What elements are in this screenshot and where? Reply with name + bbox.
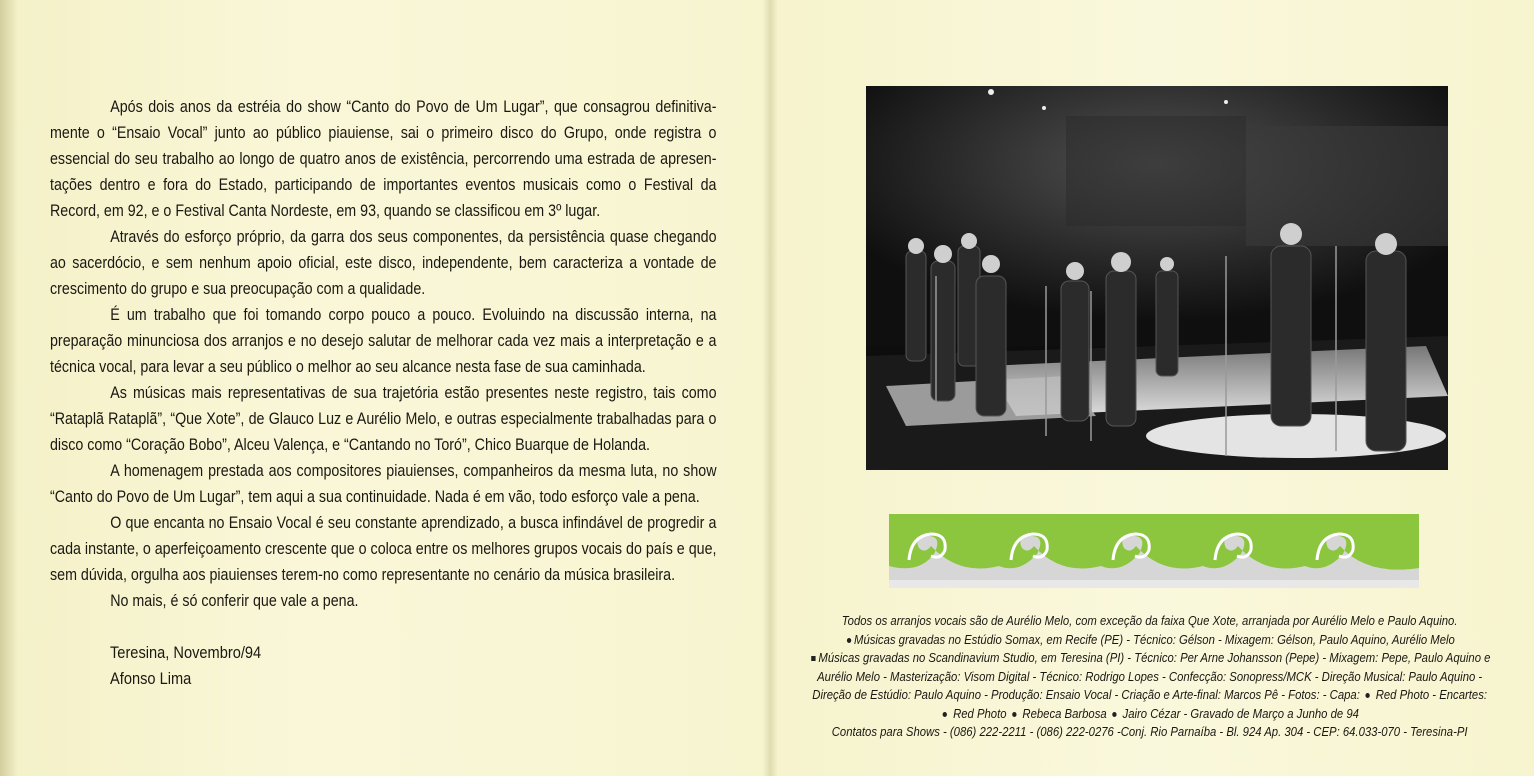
paragraph-7: No mais, é só conferir que vale a pena.: [110, 591, 359, 610]
center-fold: [762, 0, 778, 776]
place-date: Teresina, Novembro/94: [110, 643, 262, 662]
paragraph-5: A homenagem prestada aos compositores piauienses, companheiros da mesma luta, no show “Canto do Povo de Um Lugar”, tem aqui a sua continuidade. Nada é em vão, todo esforço vale a pena.: [50, 461, 717, 506]
bullet-icon: [1366, 693, 1370, 698]
signature-block: [110, 640, 261, 692]
production-credits: [806, 612, 1493, 742]
bullet-icon: [1112, 712, 1116, 717]
band-stage-photo: [866, 86, 1448, 470]
bullet-icon: [811, 656, 815, 661]
credits-arrangements: Todos os arranjos vocais são de Aurélio Melo, com exceção da faixa Que Xote, arranjada por Aurélio Melo e Paulo Aquino.: [841, 613, 1458, 628]
stage-photo-illustration: [866, 86, 1448, 470]
credits-recife-recording: Músicas gravadas no Estúdio Somax, em Recife (PE) - Técnico: Gélson - Mixagem: Gélson, Paulo Aquino, Aurélio Melo: [806, 631, 1493, 650]
bullet-icon: [943, 712, 947, 717]
paragraph-2: Através do esforço próprio, da garra dos seus componentes, da persistência quase chegando ao sacerdócio, e sem nenhum apoio oficial, este disco, independente, bem caracteriza a vontade de crescimento do grupo e sua preocupação com a qualidade.: [50, 227, 717, 298]
credits-contacts: Contatos para Shows - (086) 222-2211 - (086) 222-0276 -Conj. Rio Parnaíba - Bl. 924 Ap. 304 - CEP: 64.033-070 - Teresina-PI: [831, 724, 1468, 739]
author-name: Afonso Lima: [110, 669, 192, 688]
bullet-icon: [1012, 712, 1016, 717]
page-edge-shadow: [0, 0, 18, 776]
wave-ornament-band: [889, 514, 1419, 588]
paragraph-3: É um trabalho que foi tomando corpo pouco a pouco. Evoluindo na discussão interna, na preparação minunciosa dos arranjos e no desejo salutar de melhorar cada vez mais a interpretação e a técnica vocal, para levar a seu público o melhor ao seu alcance nesta fase de sua caminhada.: [50, 305, 717, 376]
wave-pattern-graphic: [889, 514, 1419, 588]
bullet-icon: [847, 638, 851, 643]
liner-notes-text: [50, 94, 717, 614]
credits-teresina-recording: Músicas gravadas no Scandinavium Studio, em Teresina (PI) - Técnico: Per Arne Johansson (Pepe) - Mixagem: Pepe, Paulo Aquino e Aurélio Melo - Masterização: Visom Digital - Técnico: Rodrigo Lopes - Confecção: Sonopress/MCK - Direção Musical: Paulo Aquino - Direção de Estúdio: Paulo Aquino - Produção: Ensaio Vocal - Criação e Arte-final: Marcos Pê - Fotos: - Capa: Red Photo - Encartes: Red Photo Rebeca Barbosa Jairo Cézar - Gravado de Março a Junho de 94: [812, 650, 1491, 721]
paragraph-4: As músicas mais representativas de sua trajetória estão presentes neste registro, tais como “Rataplã Rataplã”, “Que Xote”, de Glauco Luz e Aurélio Melo, e outras especialmente trabalhadas para o disco como “Coração Bobo”, Alceu Valença, e “Cantando no Toró”, Chico Buarque de Holanda.: [50, 383, 717, 454]
paragraph-6: O que encanta no Ensaio Vocal é seu constante aprendizado, a busca infindável de progredir a cada instante, o aperfeiçoamento crescente que o coloca entre os melhores grupos vocais do país e que, sem dúvida, orgulha aos piauienses terem-no como representante no cenário da música brasileira.: [50, 513, 717, 584]
paragraph-1: Após dois anos da estréia do show “Canto do Povo de Um Lugar”, que consagrou definitiva-mente o “Ensaio Vocal” junto ao público piauiense, sai o primeiro disco do Grupo, onde registra o essencial do seu trabalho ao longo de quatro anos de existência, percorrendo uma estrada de apresen-tações dentro e fora do Estado, participando de importantes eventos musicais como o Festival da Record, em 92, e o Festival Canta Nordeste, em 93, quando se classificou em 3º lugar.: [50, 97, 717, 220]
